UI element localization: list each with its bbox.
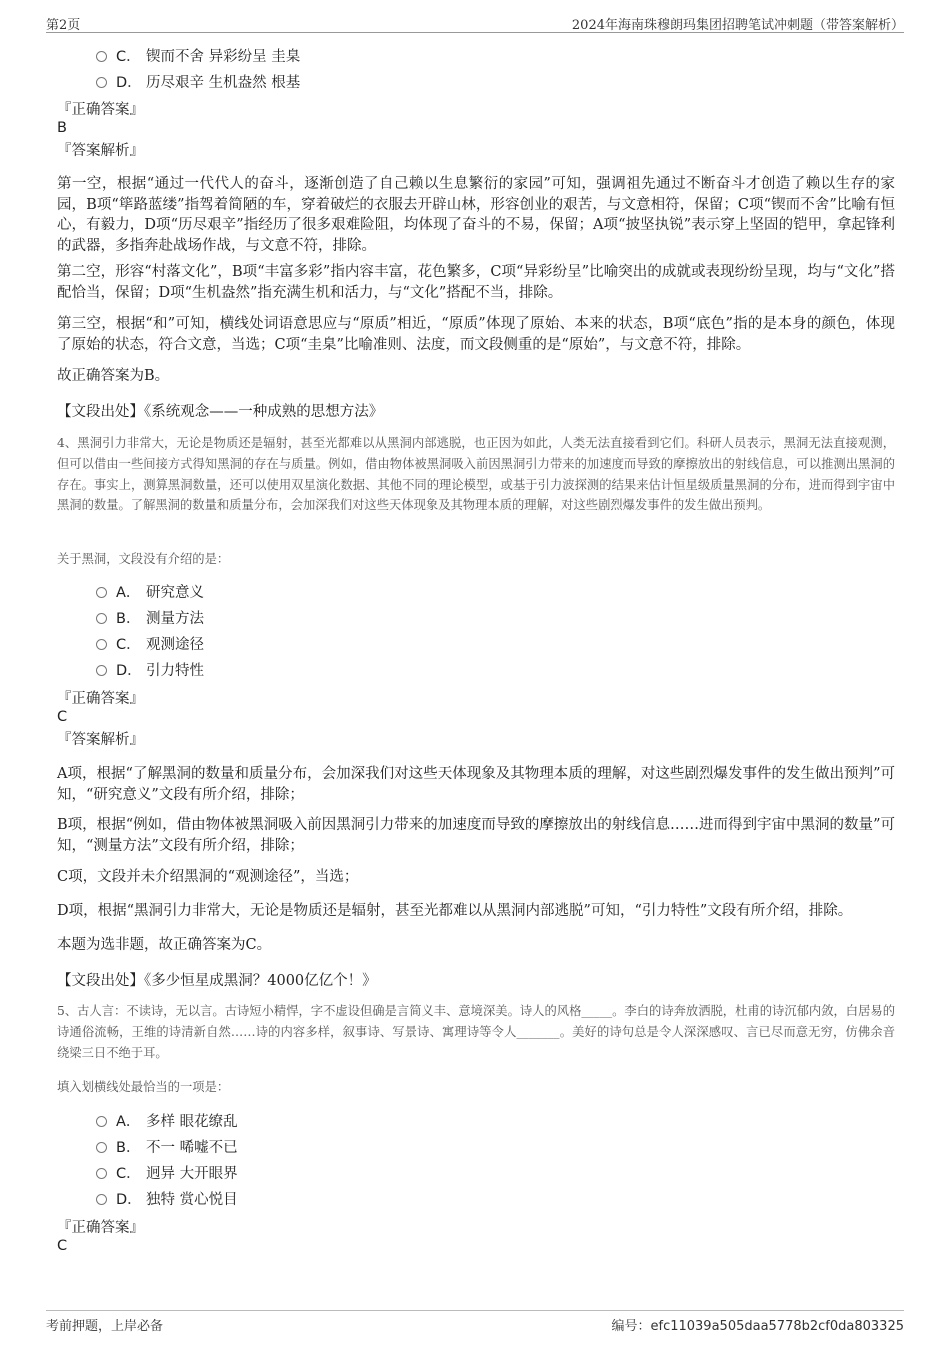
q3-analysis-1: 第一空，根据“通过一代代人的奋斗，逐渐创造了自己赖以生息繁衍的家园”可知，强调祖先通过不断奋斗才创造了赖以生存的家园，B项“筚路蓝缕”指驾着简陋的车，穿着破烂的衣服去开辟山林，形容创业的艰苦，与文意相符，保留；C项“锲而不舍”比喻有恒心，有毅力，D项“历尽艰辛”指经历了很多艰难险阻，均体现了奋斗的不易，保留；A项“披坚执锐”表示穿上坚固的铠甲，拿起锋利的武器，多指奔赴战场作战，与文意不符，排除。 (57, 176, 895, 254)
radio-icon[interactable] (96, 1168, 107, 1179)
analysis-label: 『答案解析』 (57, 143, 144, 159)
radio-icon[interactable] (96, 639, 107, 650)
q3-option-d[interactable]: D． 历尽艰辛 生机盎然 根基 (96, 73, 300, 93)
q3-analysis-4: 故正确答案为B。 (57, 368, 170, 384)
page-footer (46, 1310, 904, 1335)
q4-option-c[interactable]: C． 观测途径 (96, 635, 204, 655)
radio-icon[interactable] (96, 587, 107, 598)
document-title: 2024年海南珠穆朗玛集团招聘笔试冲刺题（带答案解析） (571, 18, 904, 33)
correct-answer-label: 『正确答案』 (57, 691, 144, 707)
q4-option-d[interactable]: D． 引力特性 (96, 661, 204, 681)
q5-stem: 填入划横线处最恰当的一项是： (57, 1080, 230, 1094)
q4-option-a[interactable]: A． 研究意义 (96, 583, 204, 603)
q5-option-d[interactable]: D． 独特 赏心悦目 (96, 1190, 238, 1210)
q3-source: 【文段出处】《系统观念——一种成熟的思想方法》 (57, 404, 384, 420)
q5-option-a[interactable]: A． 多样 眼花缭乱 (96, 1112, 238, 1132)
q3-analysis-3: 第三空，根据“和”可知，横线处词语意思应与“原质”相近，“原质”体现了原始、本来的状态，B项“底色”指的是本身的颜色，体现了原始的状态，符合文意，当选；C项“圭臬”比喻准则、法度，而文段侧重的是“原始”，与文意不符，排除。 (57, 316, 895, 353)
footer-slogan: 考前押题，上岸必备 (46, 1319, 164, 1334)
q4-text: 4、黑洞引力非常大，无论是物质还是辐射，甚至光都难以从黑洞内部逃脱，也正因为如此，人类无法直接看到它们。科研人员表示，黑洞无法直接观测，但可以借由一些间接方式得知黑洞的存在与质量。例如，借由物体被黑洞吸入前因黑洞引力带来的加速度而导致的摩擦放出的射线信息，可以推测出黑洞的存在。事实上，测算黑洞数量，还可以使用双星演化数据、其他不同的理论模型，或基于引力波探测的结果来估计恒星级质量黑洞的分布，进而得到宇宙中黑洞的数量。了解黑洞的数量和质量分布，会加深我们对这些天体现象及其物理本质的理解，对这些剧烈爆发事件的发生做出预判。 (57, 436, 895, 513)
correct-answer-label: 『正确答案』 (57, 102, 144, 118)
analysis-label: 『答案解析』 (57, 732, 144, 748)
correct-answer-label: 『正确答案』 (57, 1220, 144, 1236)
page-header (46, 12, 904, 33)
radio-icon[interactable] (96, 665, 107, 676)
page-number: 第2页 (46, 18, 81, 33)
q5-option-b[interactable]: B． 不一 唏嘘不已 (96, 1138, 238, 1158)
radio-icon[interactable] (96, 613, 107, 624)
q4-analysis-b: B项，根据“例如，借由物体被黑洞吸入前因黑洞引力带来的加速度而导致的摩擦放出的射线信息……进而得到宇宙中黑洞的数量”可知，“测量方法”文段有所介绍，排除； (57, 817, 895, 854)
q4-option-b[interactable]: B． 测量方法 (96, 609, 204, 629)
radio-icon[interactable] (96, 1142, 107, 1153)
q3-analysis-2: 第二空，形容“村落文化”，B项“丰富多彩”指内容丰富，花色繁多，C项“异彩纷呈”比喻突出的成就或表现纷纷呈现，均与“文化”搭配恰当，保留；D项“生机盎然”指充满生机和活力，与“文化”搭配不当，排除。 (57, 264, 895, 301)
radio-icon[interactable] (96, 1116, 107, 1127)
q4-analysis-c: C项，文段并未介绍黑洞的“观测途径”，当选； (57, 869, 359, 885)
document-code: 编号：efc11039a505daa5778b2cf0da803325 (611, 1319, 904, 1334)
q4-stem: 关于黑洞，文段没有介绍的是： (57, 552, 230, 566)
q3-answer: B (57, 120, 67, 136)
q4-analysis-a: A项，根据“了解黑洞的数量和质量分布，会加深我们对这些天体现象及其物理本质的理解，对这些剧烈爆发事件的发生做出预判”可知，“研究意义”文段有所介绍，排除； (57, 766, 895, 803)
radio-icon[interactable] (96, 51, 107, 62)
q4-analysis-conclusion: 本题为选非题，故正确答案为C。 (57, 937, 272, 953)
radio-icon[interactable] (96, 1194, 107, 1205)
q4-source: 【文段出处】《多少恒星成黑洞？4000亿亿个！》 (57, 973, 377, 989)
q5-answer: C (57, 1238, 68, 1254)
q3-option-c[interactable]: C． 锲而不舍 异彩纷呈 圭臬 (96, 47, 300, 67)
q5-text: 5、古人言：不读诗，无以言。古诗短小精悍，字不虚设但确是言简义丰、意境深美。诗人的风格_____。李白的诗奔放洒脱，杜甫的诗沉郁内敛，白居易的诗通俗流畅，王维的诗清新自然……诗的内容多样，叙事诗、写景诗、寓理诗等令人_______。美好的诗句总是令人深深感叹、言已尽而意无穷，仿佛余音绕梁三日不绝于耳。 (57, 1004, 895, 1060)
q4-analysis-d: D项，根据“黑洞引力非常大，无论是物质还是辐射，甚至光都难以从黑洞内部逃脱”可知，“引力特性”文段有所介绍，排除。 (57, 903, 853, 919)
q4-answer: C (57, 709, 68, 725)
q5-option-c[interactable]: C． 迥异 大开眼界 (96, 1164, 238, 1184)
radio-icon[interactable] (96, 77, 107, 88)
